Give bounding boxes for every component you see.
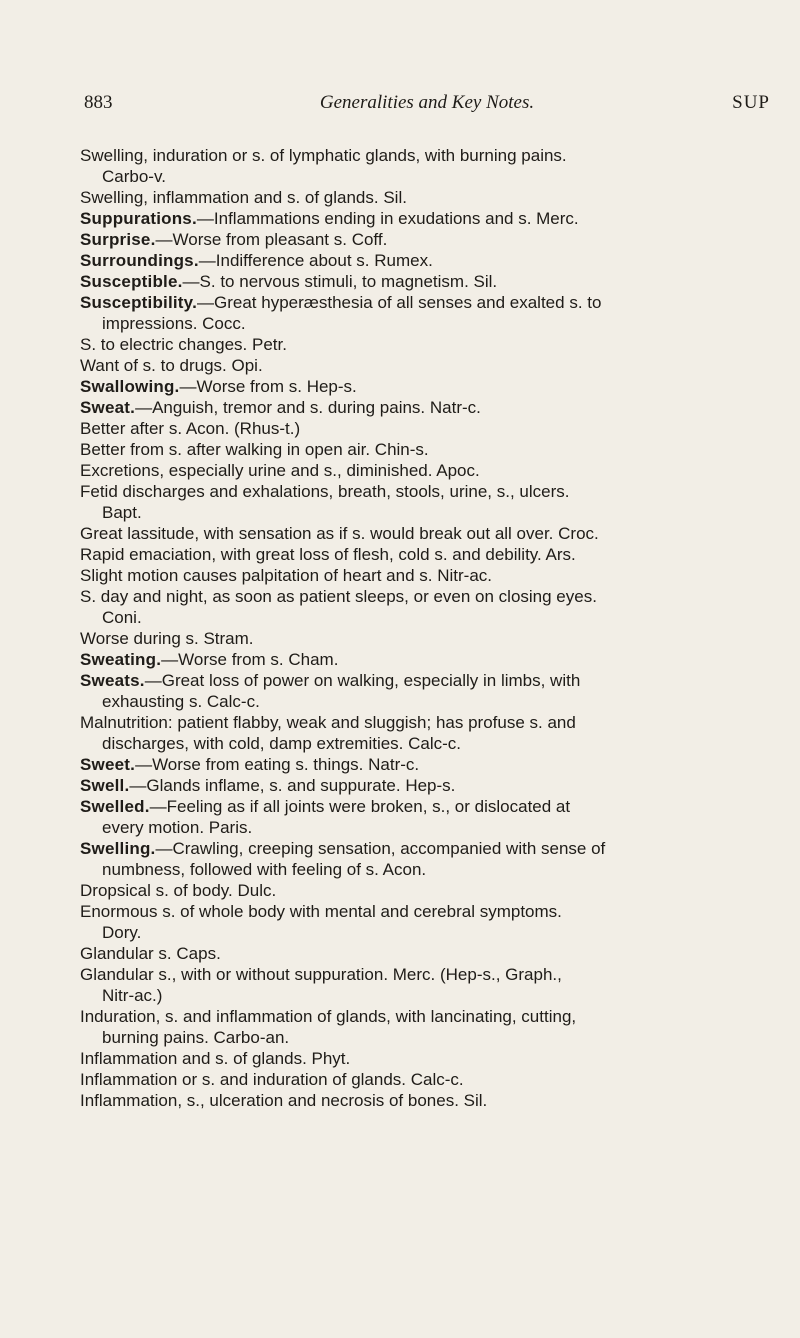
entry-continuation-line xyxy=(80,733,770,754)
entry-text: —Worse from s. Hep-s. xyxy=(179,377,357,396)
entry-text: discharges, with cold, damp extremities. Calc-c. xyxy=(102,734,462,753)
entry-line xyxy=(80,1090,770,1111)
entry-rubric: Swelling. xyxy=(80,839,156,858)
entry-text: Dropsical s. of body. Dulc. xyxy=(80,881,277,900)
entry-continuation-line xyxy=(80,691,770,712)
entry-line xyxy=(80,628,770,649)
entry-text: every motion. Paris. xyxy=(102,818,253,837)
entry-continuation-line xyxy=(80,922,770,943)
entry-line xyxy=(80,943,770,964)
entry-continuation-line xyxy=(80,1027,770,1048)
entry-line xyxy=(80,1006,770,1027)
entry-text: exhausting s. Calc-c. xyxy=(102,692,260,711)
entry-line xyxy=(80,523,770,544)
entry-rubric: Susceptible. xyxy=(80,272,183,291)
entry-rubric: Sweating. xyxy=(80,650,162,669)
entry-continuation-line xyxy=(80,817,770,838)
entry-text: Fetid discharges and exhalations, breath, stools, urine, s., ulcers. xyxy=(80,482,570,501)
page-header xyxy=(84,92,770,118)
entry-continuation-line xyxy=(80,313,770,334)
entry-text: Dory. xyxy=(102,923,142,942)
entry-line xyxy=(80,586,770,607)
entry-line xyxy=(80,775,770,796)
entry-line xyxy=(80,901,770,922)
entry-text: Nitr-ac.) xyxy=(102,986,163,1005)
entry-text: Inflammation and s. of glands. Phyt. xyxy=(80,1049,351,1068)
entry-line xyxy=(80,1048,770,1069)
entry-text: Want of s. to drugs. Opi. xyxy=(80,356,263,375)
entry-rubric: Surroundings. xyxy=(80,251,199,270)
entry-line xyxy=(80,334,770,355)
entry-line xyxy=(80,838,770,859)
entry-text: Inflammation, s., ulceration and necrosis of bones. Sil. xyxy=(80,1091,488,1110)
entry-rubric: Susceptibility. xyxy=(80,293,197,312)
entry-line xyxy=(80,397,770,418)
entry-line xyxy=(80,229,770,250)
entry-text: —Crawling, creeping sensation, accompanied with sense of xyxy=(155,839,606,858)
entry-text: Inflammation or s. and induration of glands. Calc-c. xyxy=(80,1070,464,1089)
entry-text: Slight motion causes palpitation of heart and s. Nitr-ac. xyxy=(80,566,492,585)
entry-text: impressions. Cocc. xyxy=(102,314,246,333)
entry-line xyxy=(80,250,770,271)
entry-line xyxy=(80,418,770,439)
entry-rubric: Sweats. xyxy=(80,671,145,690)
entry-rubric: Suppurations. xyxy=(80,209,197,228)
entry-text: Swelling, inflammation and s. of glands. Sil. xyxy=(80,188,407,207)
entry-rubric: Surprise. xyxy=(80,230,156,249)
entry-line xyxy=(80,712,770,733)
entry-line xyxy=(80,880,770,901)
entry-text: Bapt. xyxy=(102,503,142,522)
entry-text: —Great loss of power on walking, especially in limbs, with xyxy=(144,671,581,690)
entry-text: Better from s. after walking in open air. Chin-s. xyxy=(80,440,429,459)
entry-line xyxy=(80,208,770,229)
entry-rubric: Sweet. xyxy=(80,755,136,774)
entry-line xyxy=(80,964,770,985)
section-key: SUP xyxy=(732,92,770,113)
entry-line xyxy=(80,481,770,502)
entry-line xyxy=(80,355,770,376)
entry-text: Coni. xyxy=(102,608,142,627)
entry-line xyxy=(80,292,770,313)
entry-line xyxy=(80,460,770,481)
entry-continuation-line xyxy=(80,985,770,1006)
entry-line xyxy=(80,376,770,397)
entry-line xyxy=(80,544,770,565)
entry-text: —Glands inflame, s. and suppurate. Hep-s. xyxy=(129,776,456,795)
entry-rubric: Swallowing. xyxy=(80,377,180,396)
page-number: 883 xyxy=(84,92,113,113)
entry-text: —Worse from s. Cham. xyxy=(161,650,339,669)
entry-line xyxy=(80,754,770,775)
entry-line xyxy=(80,439,770,460)
entry-text: Swelling, induration or s. of lymphatic glands, with burning pains. xyxy=(80,146,567,165)
entry-text: —Feeling as if all joints were broken, s., or dislocated at xyxy=(149,797,571,816)
entry-text: Malnutrition: patient flabby, weak and sluggish; has profuse s. and xyxy=(80,713,576,732)
entry-text: numbness, followed with feeling of s. Acon. xyxy=(102,860,427,879)
entry-text: Excretions, especially urine and s., diminished. Apoc. xyxy=(80,461,480,480)
entry-continuation-line xyxy=(80,502,770,523)
entry-line xyxy=(80,796,770,817)
entry-text: Great lassitude, with sensation as if s. would break out all over. Croc. xyxy=(80,524,599,543)
entry-line xyxy=(80,271,770,292)
entry-text: S. day and night, as soon as patient sleeps, or even on closing eyes. xyxy=(80,587,597,606)
entry-continuation-line xyxy=(80,859,770,880)
entry-rubric: Sweat. xyxy=(80,398,136,417)
entry-text: —Worse from pleasant s. Coff. xyxy=(155,230,388,249)
entry-list xyxy=(80,145,770,1111)
entry-continuation-line xyxy=(80,607,770,628)
entry-text: —Anguish, tremor and s. during pains. Natr-c. xyxy=(135,398,481,417)
entry-text: S. to electric changes. Petr. xyxy=(80,335,287,354)
entry-line xyxy=(80,145,770,166)
entry-continuation-line xyxy=(80,166,770,187)
entry-text: Glandular s., with or without suppuration. Merc. (Hep-s., Graph., xyxy=(80,965,562,984)
entry-text: Carbo-v. xyxy=(102,167,166,186)
entry-text: Enormous s. of whole body with mental and cerebral symptoms. xyxy=(80,902,562,921)
entry-text: Better after s. Acon. (Rhus-t.) xyxy=(80,419,301,438)
entry-text: burning pains. Carbo-an. xyxy=(102,1028,290,1047)
entry-line xyxy=(80,670,770,691)
entry-text: —Indifference about s. Rumex. xyxy=(198,251,433,270)
entry-line xyxy=(80,1069,770,1090)
entry-text: —S. to nervous stimuli, to magnetism. Sil. xyxy=(182,272,498,291)
entry-line xyxy=(80,565,770,586)
entry-rubric: Swelled. xyxy=(80,797,150,816)
entry-text: Induration, s. and inflammation of glands, with lancinating, cutting, xyxy=(80,1007,577,1026)
entry-rubric: Swell. xyxy=(80,776,130,795)
running-title: Generalities and Key Notes. xyxy=(319,92,535,113)
entry-text: —Great hyperæsthesia of all senses and exalted s. to xyxy=(197,293,602,312)
entry-line xyxy=(80,187,770,208)
entry-text: —Worse from eating s. things. Natr-c. xyxy=(135,755,420,774)
entry-text: Worse during s. Stram. xyxy=(80,629,254,648)
entry-text: Glandular s. Caps. xyxy=(80,944,221,963)
entry-line xyxy=(80,649,770,670)
entry-text: Rapid emaciation, with great loss of flesh, cold s. and debility. Ars. xyxy=(80,545,576,564)
entry-text: —Inflammations ending in exudations and s. Merc. xyxy=(196,209,579,228)
